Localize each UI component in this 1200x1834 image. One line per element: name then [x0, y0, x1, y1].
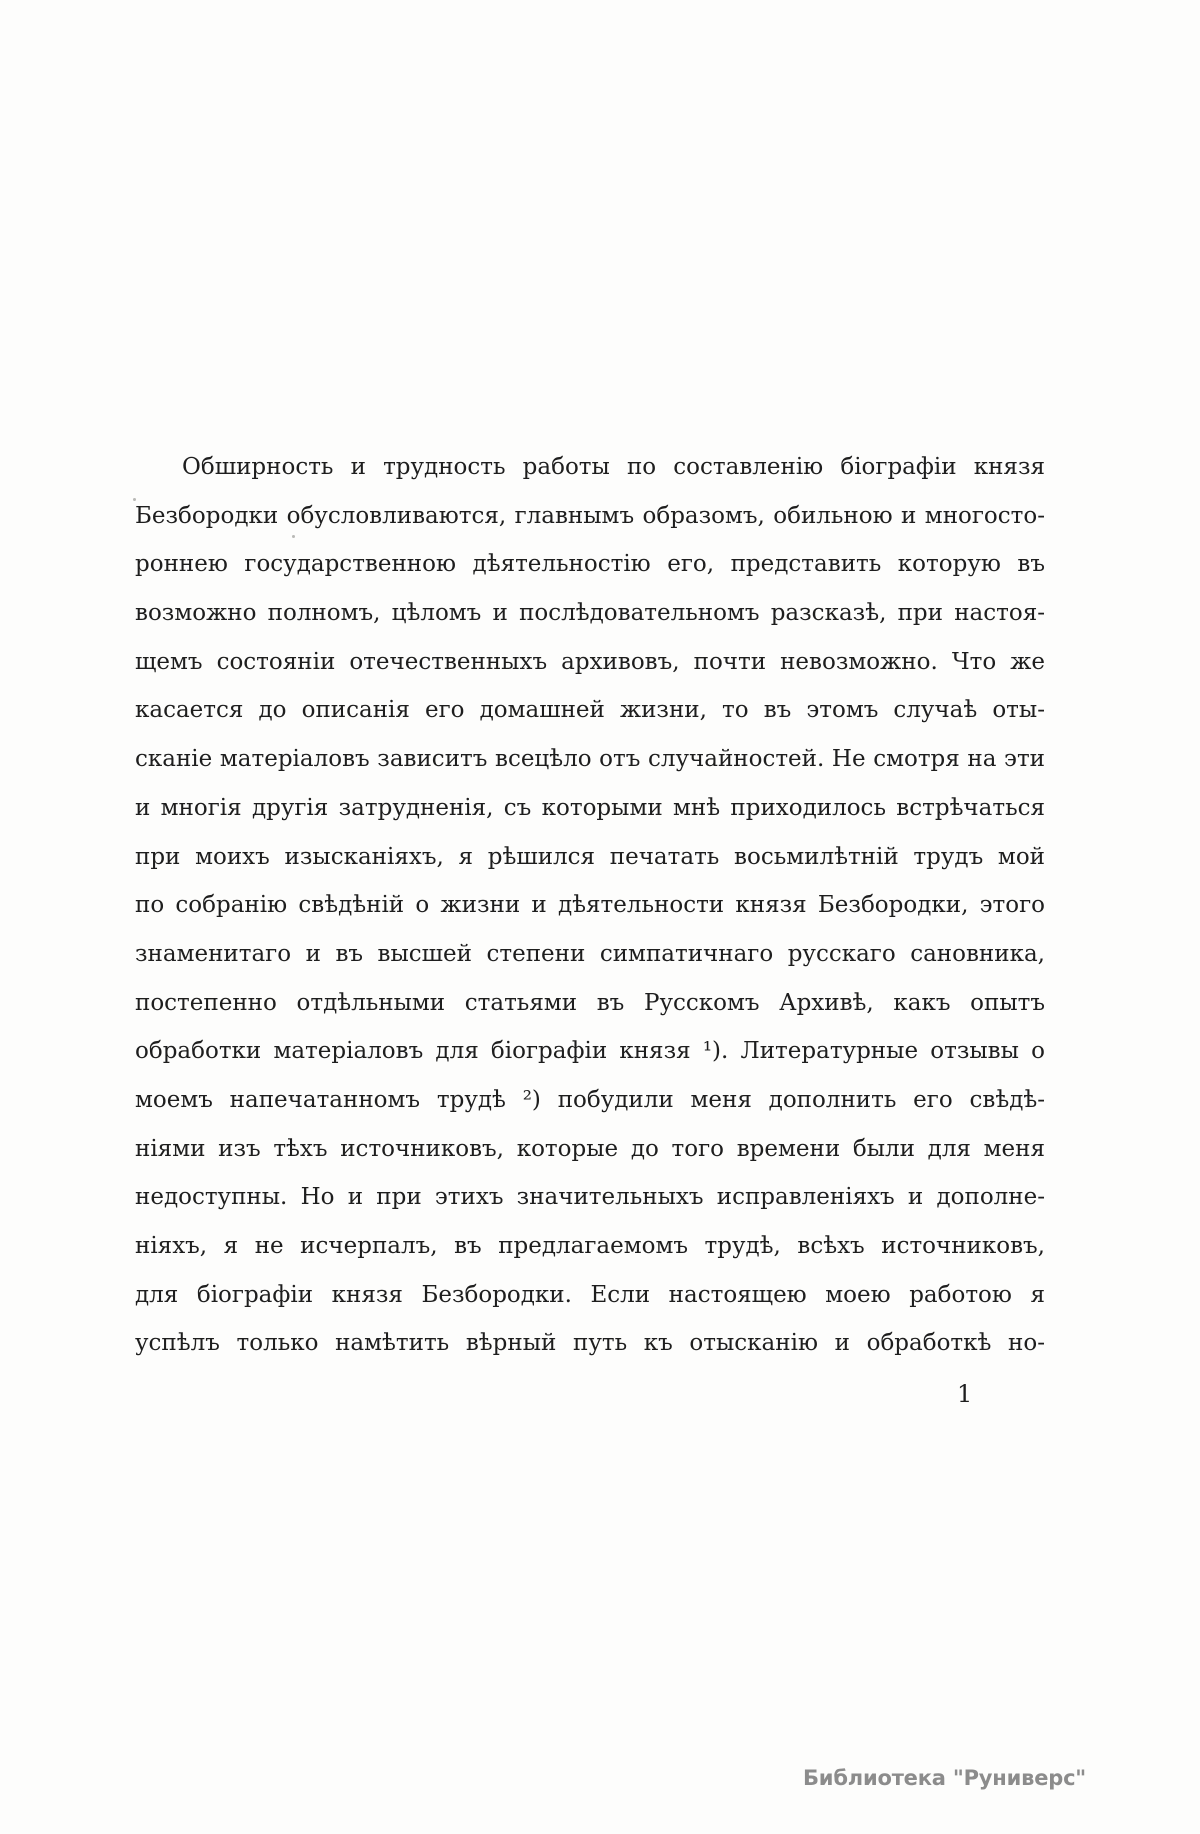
- text-line: возможно полномъ, цѣломъ и послѣдовательномъ разсказѣ, при настоя-: [135, 600, 1045, 627]
- text-line: при моихъ изысканіяхъ, я рѣшился печатать восьмилѣтній трудъ мой: [135, 843, 1045, 870]
- text-line: Обширность и трудность работы по составленію біографіи князя: [182, 454, 1045, 480]
- text-line: моемъ напечатанномъ трудѣ ²) побудили меня дополнить его свѣдѣ-: [135, 1086, 1045, 1113]
- text-line: недоступны. Но и при этихъ значительныхъ исправленіяхъ и дополне-: [135, 1184, 1045, 1211]
- text-line: знаменитаго и въ высшей степени симпатичнаго русскаго сановника,: [135, 940, 1045, 967]
- text-line: обработки матеріаловъ для біографіи князя ¹). Литературные отзывы о: [135, 1038, 1045, 1065]
- text-line: и многія другія затрудненія, съ которыми мнѣ приходилось встрѣчаться: [135, 794, 1045, 821]
- text-line: для біографіи князя Безбородки. Если настоящею моею работою я: [135, 1281, 1045, 1308]
- text-line: успѣлъ только намѣтить вѣрный путь къ отысканію и обработкѣ но-: [135, 1330, 1045, 1357]
- text-line: постепенно отдѣльными статьями въ Русскомъ Архивѣ, какъ опытъ: [135, 989, 1045, 1016]
- text-line: касается до описанія его домашней жизни, то въ этомъ случаѣ оты-: [135, 697, 1045, 724]
- sheet-signature-number: 1: [957, 1380, 973, 1408]
- text-line: щемъ состояніи отечественныхъ архивовъ, почти невозможно. Что же: [135, 648, 1045, 675]
- library-watermark: Библиотека "Руниверс": [803, 1766, 1087, 1790]
- text-line: ніяхъ, я не исчерпалъ, въ предлагаемомъ трудѣ, всѣхъ источниковъ,: [135, 1233, 1045, 1259]
- text-line: ніями изъ тѣхъ источниковъ, которые до того времени были для меня: [135, 1135, 1045, 1162]
- paragraph: [135, 443, 1045, 1368]
- scan-speck: [292, 535, 295, 538]
- text-line: Безбородки обусловливаются, главнымъ образомъ, обильною и многосто-: [135, 502, 1045, 529]
- text-line: сканіе матеріаловъ зависитъ всецѣло отъ случайностей. Не смотря на эти: [135, 746, 1045, 773]
- text-line: по собранію свѣдѣній о жизни и дѣятельности князя Безбородки, этого: [135, 892, 1045, 919]
- scan-speck: [133, 498, 136, 501]
- text-line: роннею государственною дѣятельностію его, представить которую въ: [135, 551, 1045, 578]
